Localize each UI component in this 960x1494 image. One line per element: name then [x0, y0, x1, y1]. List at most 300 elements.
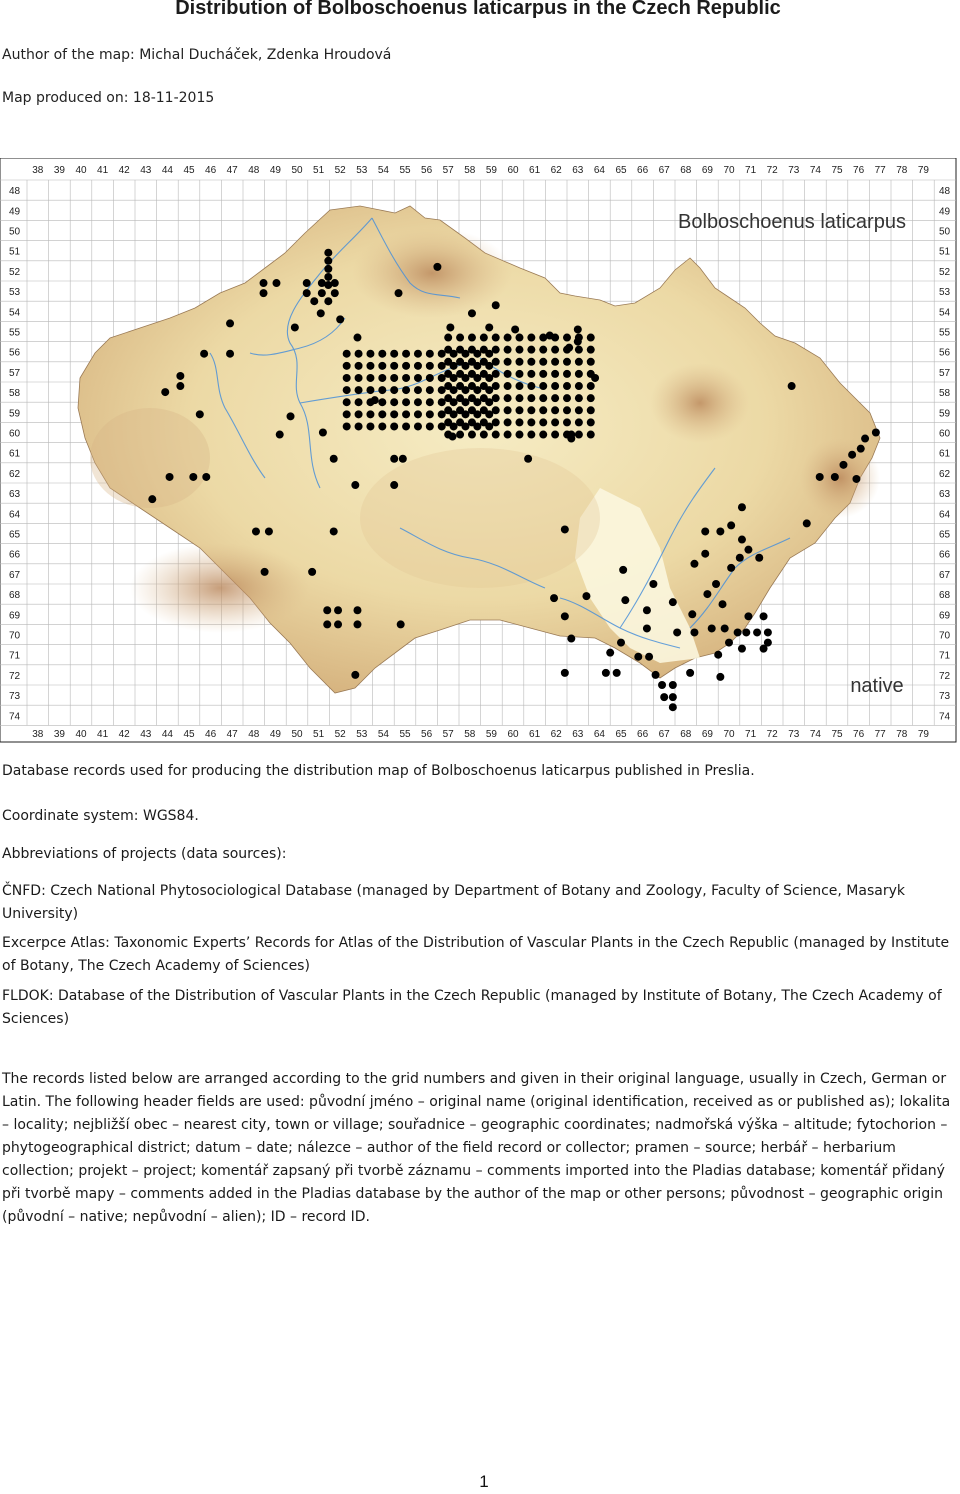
y-tick-label-left: 68 — [9, 590, 21, 602]
record-dot — [504, 418, 512, 426]
record-dot — [587, 418, 595, 426]
record-dot — [414, 422, 422, 430]
y-tick-label-right: 48 — [939, 186, 951, 198]
record-dot — [492, 382, 500, 390]
record-dot — [515, 418, 523, 426]
record-dot — [402, 386, 410, 394]
record-dot — [456, 358, 464, 366]
record-dot — [366, 362, 374, 370]
record-dot — [324, 297, 332, 305]
record-dot — [649, 580, 657, 588]
record-dot — [444, 346, 452, 354]
record-dot — [551, 418, 559, 426]
x-tick-label-bottom: 75 — [831, 729, 843, 740]
record-dot — [492, 301, 500, 309]
record-dot — [272, 279, 280, 287]
record-dot — [324, 257, 332, 265]
y-tick-label-right: 74 — [939, 711, 951, 723]
record-dot — [561, 612, 569, 620]
record-dot — [727, 564, 735, 572]
record-dot — [226, 350, 234, 358]
record-dot — [565, 344, 573, 352]
record-dot — [504, 370, 512, 378]
record-dot — [550, 594, 558, 602]
record-dot — [444, 358, 452, 366]
x-tick-label-top: 53 — [356, 165, 368, 176]
x-tick-label-top: 75 — [831, 165, 843, 176]
record-dot — [551, 382, 559, 390]
record-dot — [353, 334, 361, 342]
record-dot — [721, 624, 729, 632]
record-dot — [688, 610, 696, 618]
record-dot — [355, 362, 363, 370]
record-dot — [226, 319, 234, 327]
record-dot — [613, 669, 621, 677]
y-tick-label-right: 58 — [939, 388, 951, 400]
record-dot — [468, 370, 476, 378]
record-dot — [260, 289, 268, 297]
record-dot — [390, 374, 398, 382]
record-dot — [390, 362, 398, 370]
record-dot — [669, 598, 677, 606]
record-dot — [504, 358, 512, 366]
record-dot — [686, 669, 694, 677]
record-dot — [468, 394, 476, 402]
x-tick-label-top: 42 — [118, 165, 130, 176]
x-tick-label-bottom: 61 — [529, 729, 541, 740]
x-tick-label-top: 58 — [464, 165, 476, 176]
record-dot — [343, 410, 351, 418]
record-dot — [561, 525, 569, 533]
x-tick-label-bottom: 64 — [593, 729, 605, 740]
x-tick-label-bottom: 66 — [637, 729, 649, 740]
x-tick-label-top: 68 — [680, 165, 692, 176]
record-dot — [755, 554, 763, 562]
record-dot — [575, 394, 583, 402]
record-dot — [390, 350, 398, 358]
record-dot — [551, 431, 559, 439]
record-dot — [587, 394, 595, 402]
record-dot — [331, 289, 339, 297]
record-dot — [716, 673, 724, 681]
record-dot — [353, 620, 361, 628]
record-dot — [287, 412, 295, 420]
record-dot — [402, 422, 410, 430]
record-dot — [515, 370, 523, 378]
record-dot — [551, 406, 559, 414]
x-tick-label-bottom: 71 — [745, 729, 757, 740]
record-dot — [468, 334, 476, 342]
record-dot — [861, 435, 869, 443]
record-dot — [848, 451, 856, 459]
record-dot — [492, 334, 500, 342]
record-dot — [444, 394, 452, 402]
y-tick-label-left: 71 — [9, 650, 21, 662]
y-tick-label-right: 61 — [939, 448, 951, 460]
record-dot — [324, 273, 332, 281]
record-dot — [524, 455, 532, 463]
record-dot — [148, 495, 156, 503]
record-dot — [527, 406, 535, 414]
record-dot — [803, 519, 811, 527]
x-tick-label-bottom: 55 — [399, 729, 411, 740]
record-dot — [563, 382, 571, 390]
x-tick-label-bottom: 42 — [118, 729, 130, 740]
record-dot — [456, 431, 464, 439]
x-tick-label-bottom: 39 — [53, 729, 65, 740]
record-dot — [539, 382, 547, 390]
record-dot — [764, 628, 772, 636]
record-dot — [390, 481, 398, 489]
record-dot — [539, 406, 547, 414]
x-tick-label-top: 49 — [269, 165, 281, 176]
record-dot — [551, 358, 559, 366]
x-tick-label-top: 47 — [226, 165, 238, 176]
record-dot — [366, 386, 374, 394]
record-dot — [378, 398, 386, 406]
record-dot — [539, 418, 547, 426]
record-dot — [390, 410, 398, 418]
record-dot — [468, 346, 476, 354]
y-tick-label-right: 67 — [939, 569, 951, 581]
record-dot — [378, 350, 386, 358]
x-tick-label-bottom: 54 — [377, 729, 389, 740]
record-dot — [492, 406, 500, 414]
record-dot — [317, 309, 325, 317]
record-dot — [527, 334, 535, 342]
x-tick-label-top: 63 — [572, 165, 584, 176]
y-tick-label-left: 52 — [9, 266, 21, 278]
record-dot — [575, 370, 583, 378]
y-tick-label-left: 50 — [9, 226, 21, 238]
record-dot — [736, 554, 744, 562]
record-dot — [703, 590, 711, 598]
record-dot — [310, 297, 318, 305]
record-dot — [587, 346, 595, 354]
record-dot — [378, 422, 386, 430]
map-author: Author of the map: Michal Ducháček, Zdenka Hroudová — [2, 47, 392, 63]
record-dot — [343, 350, 351, 358]
record-dot — [456, 382, 464, 390]
x-tick-label-top: 45 — [183, 165, 195, 176]
record-dot — [456, 370, 464, 378]
record-dot — [196, 410, 204, 418]
record-dot — [527, 431, 535, 439]
y-tick-label-left: 58 — [9, 388, 21, 400]
x-tick-label-bottom: 69 — [701, 729, 713, 740]
record-dot — [504, 334, 512, 342]
record-dot — [444, 334, 452, 342]
record-dot — [738, 645, 746, 653]
x-tick-label-top: 73 — [788, 165, 800, 176]
record-dot — [351, 481, 359, 489]
record-dot — [708, 624, 716, 632]
x-tick-label-top: 66 — [637, 165, 649, 176]
record-dot — [456, 406, 464, 414]
y-tick-label-left: 62 — [9, 468, 21, 480]
record-dot — [426, 350, 434, 358]
record-dot — [738, 503, 746, 511]
y-tick-label-left: 64 — [9, 509, 21, 521]
record-dot — [561, 669, 569, 677]
record-dot — [390, 455, 398, 463]
record-dot — [504, 394, 512, 402]
record-dot — [291, 323, 299, 331]
record-dot — [587, 382, 595, 390]
x-tick-label-bottom: 57 — [442, 729, 454, 740]
x-tick-label-bottom: 76 — [853, 729, 865, 740]
record-dot — [323, 606, 331, 614]
record-dot — [515, 406, 523, 414]
record-dot — [719, 600, 727, 608]
record-dot — [449, 433, 457, 441]
record-dot — [504, 431, 512, 439]
x-tick-label-bottom: 49 — [269, 729, 281, 740]
record-dot — [480, 431, 488, 439]
record-dot — [492, 431, 500, 439]
record-dot — [652, 671, 660, 679]
y-tick-label-right: 63 — [939, 489, 951, 501]
record-dot — [343, 422, 351, 430]
record-dot — [390, 422, 398, 430]
x-tick-label-bottom: 56 — [421, 729, 433, 740]
record-dot — [504, 406, 512, 414]
record-dot — [527, 394, 535, 402]
record-dot — [468, 418, 476, 426]
y-tick-label-left: 74 — [9, 711, 21, 723]
x-tick-label-top: 39 — [53, 165, 65, 176]
x-tick-label-top: 72 — [766, 165, 778, 176]
record-dot — [831, 473, 839, 481]
record-dot — [330, 455, 338, 463]
page-title: Distribution of Bolboschoenus laticarpus in the Czech Republic — [175, 0, 781, 19]
x-tick-label-top: 70 — [723, 165, 735, 176]
record-dot — [468, 406, 476, 414]
record-dot — [355, 386, 363, 394]
record-dot — [716, 527, 724, 535]
x-tick-label-top: 38 — [32, 165, 44, 176]
record-dot — [725, 639, 733, 647]
y-tick-label-right: 57 — [939, 367, 951, 379]
y-tick-label-left: 57 — [9, 367, 21, 379]
record-dot — [161, 388, 169, 396]
record-dot — [426, 362, 434, 370]
record-dot — [343, 386, 351, 394]
x-tick-label-top: 71 — [745, 165, 757, 176]
record-dot — [324, 249, 332, 257]
record-dot — [515, 346, 523, 354]
record-dot — [546, 332, 554, 340]
record-dot — [260, 279, 268, 287]
x-tick-label-top: 44 — [161, 165, 173, 176]
page-number: 1 — [479, 1472, 489, 1491]
record-dot — [575, 382, 583, 390]
record-dot — [527, 370, 535, 378]
record-dot — [378, 374, 386, 382]
record-dot — [551, 394, 559, 402]
distribution-map — [0, 158, 958, 744]
abbreviations-title: Abbreviations of projects (data sources): — [2, 846, 287, 862]
y-tick-label-right: 56 — [939, 347, 951, 359]
record-dot — [563, 358, 571, 366]
record-dot — [378, 410, 386, 418]
x-tick-label-top: 52 — [334, 165, 346, 176]
x-tick-label-bottom: 72 — [766, 729, 778, 740]
y-tick-label-right: 72 — [939, 670, 951, 682]
x-tick-label-bottom: 41 — [97, 729, 109, 740]
coordinate-system: Coordinate system: WGS84. — [2, 808, 199, 824]
record-dot — [669, 681, 677, 689]
record-dot — [378, 362, 386, 370]
record-dot — [591, 374, 599, 382]
record-dot — [303, 279, 311, 287]
record-dot — [701, 527, 709, 535]
y-tick-label-left: 69 — [9, 610, 21, 622]
record-dot — [480, 394, 488, 402]
x-tick-label-bottom: 47 — [226, 729, 238, 740]
record-dot — [355, 350, 363, 358]
y-tick-label-right: 54 — [939, 307, 951, 319]
y-tick-label-right: 49 — [939, 206, 951, 218]
record-dot — [527, 346, 535, 354]
x-tick-label-top: 59 — [485, 165, 497, 176]
record-dot — [366, 422, 374, 430]
x-tick-label-bottom: 60 — [507, 729, 519, 740]
record-dot — [414, 350, 422, 358]
x-tick-label-top: 50 — [291, 165, 303, 176]
record-dot — [444, 382, 452, 390]
record-dot — [643, 624, 651, 632]
record-dot — [575, 346, 583, 354]
record-dot — [714, 651, 722, 659]
record-dot — [744, 612, 752, 620]
record-dot — [690, 560, 698, 568]
x-tick-label-top: 57 — [442, 165, 454, 176]
record-dot — [574, 338, 582, 346]
record-dot — [324, 265, 332, 273]
x-tick-label-bottom: 58 — [464, 729, 476, 740]
x-tick-label-top: 62 — [550, 165, 562, 176]
x-tick-label-top: 56 — [421, 165, 433, 176]
x-tick-label-top: 78 — [896, 165, 908, 176]
record-dot — [621, 596, 629, 604]
record-dot — [504, 346, 512, 354]
record-dot — [760, 645, 768, 653]
record-dot — [673, 628, 681, 636]
record-dot — [468, 309, 476, 317]
record-dot — [426, 422, 434, 430]
y-tick-label-left: 55 — [9, 327, 21, 339]
record-dot — [414, 398, 422, 406]
record-dot — [515, 431, 523, 439]
x-tick-label-top: 74 — [809, 165, 821, 176]
record-dot — [444, 370, 452, 378]
record-dot — [468, 431, 476, 439]
record-dot — [261, 568, 269, 576]
record-dot — [276, 431, 284, 439]
record-dot — [539, 358, 547, 366]
x-tick-label-top: 40 — [75, 165, 87, 176]
record-dot — [563, 370, 571, 378]
record-dot — [402, 350, 410, 358]
x-tick-label-top: 77 — [874, 165, 886, 176]
y-tick-label-right: 51 — [939, 246, 951, 258]
record-dot — [551, 346, 559, 354]
y-tick-label-right: 64 — [939, 509, 951, 521]
record-dot — [399, 455, 407, 463]
record-dot — [734, 628, 742, 636]
record-dot — [669, 693, 677, 701]
y-tick-label-right: 52 — [939, 266, 951, 278]
record-dot — [727, 521, 735, 529]
status-label: native — [850, 675, 904, 697]
x-tick-label-top: 51 — [313, 165, 325, 176]
record-dot — [444, 406, 452, 414]
record-dot — [660, 693, 668, 701]
x-tick-label-bottom: 74 — [809, 729, 821, 740]
record-dot — [426, 386, 434, 394]
record-dot — [355, 374, 363, 382]
record-dot — [319, 429, 327, 437]
record-dot — [563, 406, 571, 414]
record-dot — [634, 653, 642, 661]
record-dot — [587, 334, 595, 342]
record-dot — [788, 382, 796, 390]
record-dot — [480, 358, 488, 366]
y-tick-label-left: 70 — [9, 630, 21, 642]
record-dot — [712, 580, 720, 588]
x-tick-label-bottom: 44 — [161, 729, 173, 740]
intro-text: Database records used for producing the distribution map of Bolboschoenus laticarpus published in Preslia. — [2, 763, 755, 779]
record-dot — [738, 536, 746, 544]
y-tick-label-left: 61 — [9, 448, 21, 460]
record-dot — [202, 473, 210, 481]
record-dot — [575, 358, 583, 366]
record-dot — [480, 382, 488, 390]
record-dot — [334, 606, 342, 614]
y-tick-label-right: 60 — [939, 428, 951, 440]
record-dot — [343, 362, 351, 370]
y-tick-label-right: 53 — [939, 287, 951, 299]
x-tick-label-bottom: 65 — [615, 729, 627, 740]
x-tick-label-bottom: 62 — [550, 729, 562, 740]
x-tick-label-top: 64 — [593, 165, 605, 176]
x-tick-label-bottom: 51 — [313, 729, 325, 740]
x-tick-label-bottom: 78 — [896, 729, 908, 740]
x-tick-label-top: 48 — [248, 165, 260, 176]
record-dot — [567, 431, 575, 439]
record-dot — [492, 394, 500, 402]
record-dot — [390, 386, 398, 394]
y-tick-label-left: 73 — [9, 691, 21, 703]
record-dot — [539, 394, 547, 402]
record-dot — [515, 382, 523, 390]
record-dot — [492, 370, 500, 378]
record-dot — [330, 527, 338, 535]
record-dot — [515, 394, 523, 402]
record-dot — [414, 374, 422, 382]
record-dot — [574, 325, 582, 333]
record-dot — [563, 334, 571, 342]
record-dot — [563, 394, 571, 402]
x-tick-label-top: 60 — [507, 165, 519, 176]
x-tick-label-top: 41 — [97, 165, 109, 176]
x-tick-label-bottom: 38 — [32, 729, 44, 740]
x-tick-label-bottom: 43 — [140, 729, 152, 740]
record-dot — [504, 382, 512, 390]
record-dot — [353, 606, 361, 614]
y-tick-label-right: 71 — [939, 650, 951, 662]
